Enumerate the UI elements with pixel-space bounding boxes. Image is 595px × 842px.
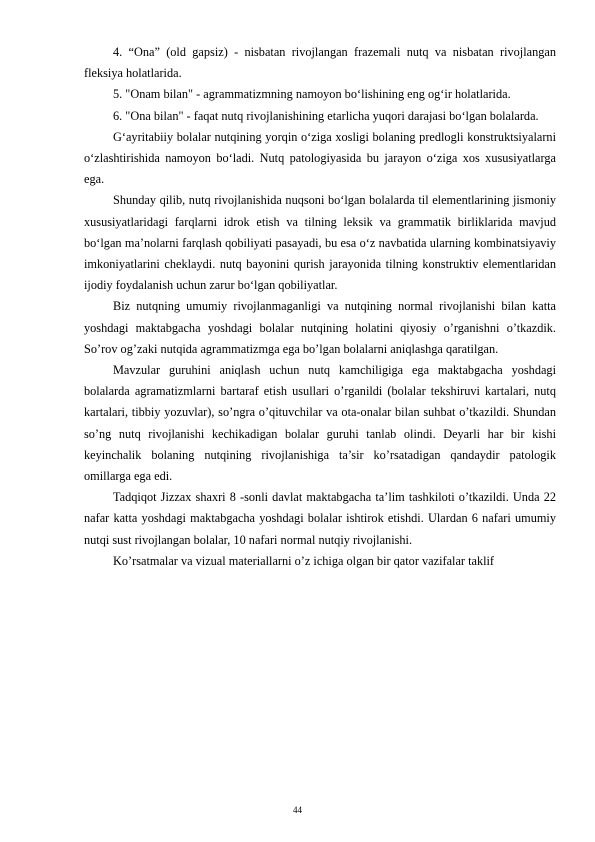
page-number: 44 xyxy=(293,805,302,815)
paragraph-tasks: Ko’rsatmalar va vizual materiallarni o’z ichiga olgan bir qator vazifalar taklif xyxy=(113,553,495,568)
paragraph-prepositional-constructions: G‘ayritabiiy bolalar nutqining yorqin o‘ziga xosligi bolaning predlogli konstruktsiyalarni o‘zlashtirishida namoyon bo‘ladi. Nutq patologiyasida bu jarayon o‘ziga xos xususiyatlarga ega. xyxy=(84,129,556,187)
paragraph-subject-group: Mavzular guruhini aniqlash uchun nutq kamchiligiga ega maktabgacha yoshdagi bolalarda agramatizmlarni bartaraf etish usullari o’rganildi (bolalar tekshiruvi kartalari, nutq kartalari, tibbiy yozuvlar), so’ngra o’qituvchilar va ota-onalar bilan suhbat o’tkazildi. Shundan so’ng nutq rivojlanishi kechikadigan bolalar guruhi tanlab olindi. Deyarli har bir kishi keyinchalik bolaning nutqining rivojlanishiga ta’sir ko’rsatadigan qandaydir patologik omillarga ega edi. xyxy=(84,363,556,484)
paragraph-item-5: 5. "Onam bilan" - agrammatizmning namoyon bo‘lishining eng og‘ir holatlarida. xyxy=(113,87,511,102)
paragraph-item-4: 4. “Ona” (old gapsiz) - nisbatan rivojlangan frazemali nutq va nisbatan rivojlangan fleksiya holatlarida. xyxy=(84,45,556,81)
paragraph-comparative-study: Biz nutqning umumiy rivojlanmaganligi va nutqining normal rivojlanishi bilan katta yoshdagi maktabgacha yoshdagi bolalar nutqining holatini qiyosiy o’rganishni o’tkazdik. So’rov og’zaki nutqida agrammatizmga ega bo’lgan bolalarni aniqlashga qaratilgan. xyxy=(84,299,556,356)
document-page xyxy=(84,42,556,572)
paragraph-research-site: Tadqiqot Jizzax shaxri 8 -sonli davlat maktabgacha ta’lim tashkiloti o’tkazildi. Unda 22 nafar katta yoshdagi maktabgacha yoshdagi bolalar ishtirok etishdi. Ulardan 6 nafari umumiy nutqi sust rivojlangan bolalar, 10 nafari normal nutqiy rivojlanishi. xyxy=(84,490,556,547)
paragraph-item-6: 6. "Ona bilan" - faqat nutq rivojlanishining etarlicha yuqori darajasi bo‘lgan bolalarda. xyxy=(113,108,539,123)
paragraph-speech-defects: Shunday qilib, nutq rivojlanishida nuqsoni bo‘lgan bolalarda til elementlarining jismoniy xususiyatlaridagi farqlarni idrok etish va tilning leksik va grammatik birliklarida mavjud bo‘lgan ma’nolarni farqlash qobiliyati pasayadi, bu esa o‘z navbatida ularning kombinatsiyaviy imkoniyatlarini cheklaydi. nutq bayonini qurish jarayonida tilning konstruktiv elementlaridan ijodiy foydalanish uchun zarur bo‘lgan qobiliyatlar. xyxy=(84,193,556,293)
